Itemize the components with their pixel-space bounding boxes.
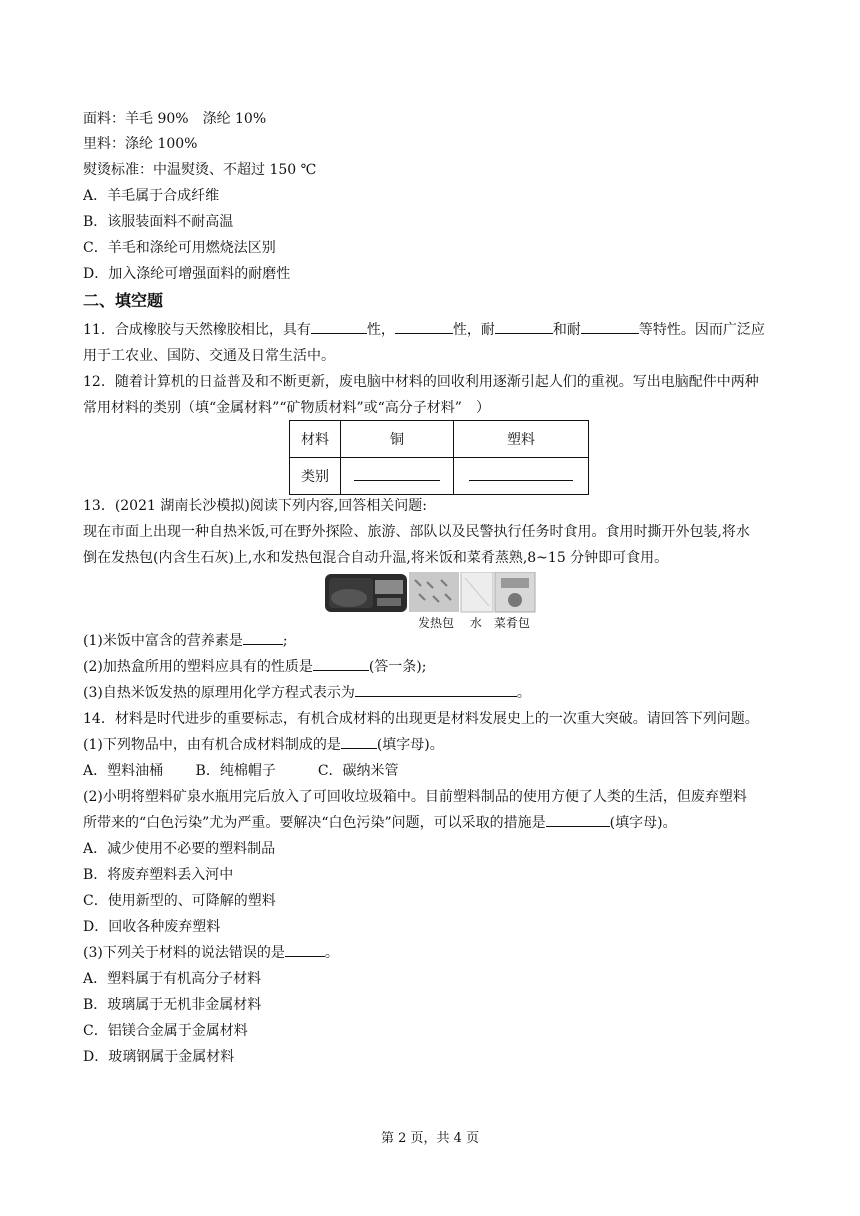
answer-cell bbox=[341, 458, 454, 495]
q14-line1: 14．材料是时代进步的重要标志，有机合成材料的出现更是材料发展史上的一次重大突破。请回答下列问题。 bbox=[83, 711, 759, 727]
section-heading: 二、填空题 bbox=[83, 291, 164, 310]
answer-blank bbox=[495, 321, 553, 334]
q13-sub1-end: ; bbox=[282, 633, 288, 649]
q14-sub1-end: (填字母)。 bbox=[376, 737, 444, 753]
answer-blank bbox=[354, 468, 440, 481]
answer-blank bbox=[546, 814, 610, 827]
q14-sub3-option-c: C．铝镁合金属于金属材料 bbox=[83, 1023, 248, 1039]
q14-sub2-option-c: C．使用新型的、可降解的塑料 bbox=[83, 893, 276, 909]
self-heating-rice-photo bbox=[325, 572, 537, 616]
table-row bbox=[290, 458, 589, 495]
q11-text-4: 和耐 bbox=[552, 322, 581, 338]
q14-sub1 bbox=[83, 736, 444, 754]
q10-option-b: B．该服装面料不耐高温 bbox=[83, 214, 234, 230]
q13-line3: 倒在发热包(内含生石灰)上,水和发热包混合自动升温,将米饭和菜肴蒸熟,8~15 分钟即可食用。 bbox=[83, 550, 669, 566]
q14-sub3-option-d: D．玻璃钢属于金属材料 bbox=[83, 1049, 235, 1065]
q13-sub2 bbox=[83, 658, 426, 676]
q10-fabric-line: 面料：羊毛 90% 涤纶 10% bbox=[83, 111, 267, 127]
answer-blank bbox=[311, 321, 367, 334]
q11-text-1: 11．合成橡胶与天然橡胶相比，具有 bbox=[83, 322, 311, 338]
q14-sub3-option-a: A．塑料属于有机高分子材料 bbox=[83, 971, 262, 987]
answer-blank bbox=[469, 468, 573, 481]
page-footer: 第 2 页，共 4 页 bbox=[380, 1131, 480, 1146]
answer-blank bbox=[285, 944, 325, 957]
q13-line1: 13．(2021 湖南长沙模拟)阅读下列内容,回答相关问题: bbox=[83, 498, 427, 514]
materials-table bbox=[289, 420, 589, 495]
q14-sub3-end: 。 bbox=[324, 945, 339, 961]
q12-line1: 12．随着计算机的日益普及和不断更新，废电脑中材料的回收利用逐渐引起人们的重视。写出电脑配件中两种 bbox=[83, 374, 759, 390]
answer-blank bbox=[581, 321, 639, 334]
table-cell: 铜 bbox=[341, 421, 454, 458]
q13-sub3-text: (3)自热米饭发热的原理用化学方程式表示为 bbox=[83, 685, 355, 701]
q10-option-a: A．羊毛属于合成纤维 bbox=[83, 188, 220, 204]
q14-sub2-option-d: D．回收各种废弃塑料 bbox=[83, 919, 221, 935]
q14-sub1-text: (1)下列物品中，由有机合成材料制成的是 bbox=[83, 737, 341, 753]
q12-line2: 常用材料的类别（填“金属材料”“矿物质材料”或“高分子材料” ） bbox=[83, 400, 490, 416]
table-cell: 塑料 bbox=[454, 421, 589, 458]
q14-sub2-text: 所带来的“白色污染”尤为严重。要解决“白色污染”问题，可以采取的措施是 bbox=[83, 815, 546, 831]
q13-sub3 bbox=[83, 684, 531, 702]
q14-sub3 bbox=[83, 944, 339, 962]
answer-cell bbox=[454, 458, 589, 495]
photo-captions: 发热包 水 菜肴包 bbox=[418, 616, 530, 630]
q11-text-5: 等特性。因而广泛应 bbox=[638, 322, 765, 338]
q14-sub3-option-b: B．玻璃属于无机非金属材料 bbox=[83, 997, 262, 1013]
q14-sub3-text: (3)下列关于材料的说法错误的是 bbox=[83, 945, 285, 961]
answer-blank bbox=[341, 736, 377, 749]
table-cell: 材料 bbox=[290, 421, 341, 458]
q13-sub3-end: 。 bbox=[516, 685, 531, 701]
q10-option-c: C．羊毛和涤纶可用燃烧法区别 bbox=[83, 240, 276, 256]
q11-text-2: 性， bbox=[366, 322, 395, 338]
q14-sub2-line1: (2)小明将塑料矿泉水瓶用完后放入了可回收垃圾箱中。目前塑料制品的使用方便了人类的生活，但废弃塑料 bbox=[83, 789, 747, 805]
q10-lining-line: 里料：涤纶 100% bbox=[83, 136, 198, 152]
q11-line2: 用于工农业、国防、交通及日常生活中。 bbox=[83, 348, 335, 364]
q13-sub2-text: (2)加热盒所用的塑料应具有的性质是 bbox=[83, 659, 313, 675]
answer-blank bbox=[355, 684, 517, 697]
q14-sub2-option-b: B．将废弃塑料丢入河中 bbox=[83, 867, 234, 883]
answer-blank bbox=[395, 321, 453, 334]
answer-blank bbox=[243, 632, 283, 645]
q13-sub1-text: (1)米饭中富含的营养素是 bbox=[83, 633, 243, 649]
q10-ironing-line: 熨烫标准：中温熨烫、不超过 150 ℃ bbox=[83, 162, 317, 178]
q10-option-d: D．加入涤纶可增强面料的耐磨性 bbox=[83, 266, 291, 282]
answer-blank bbox=[313, 658, 369, 671]
q14-sub1-options: A．塑料油桶 B．纯棉帽子 C．碳纳米管 bbox=[83, 763, 399, 779]
q13-line2: 现在市面上出现一种自热米饭,可在野外探险、旅游、部队以及民警执行任务时食用。食用时撕开外包装,将水 bbox=[83, 524, 750, 540]
q14-sub2-line2 bbox=[83, 814, 677, 832]
q13-sub2-end: (答一条); bbox=[368, 659, 427, 675]
q11-line1 bbox=[83, 321, 765, 339]
table-row bbox=[290, 421, 589, 458]
q13-sub1 bbox=[83, 632, 288, 650]
q14-sub2-option-a: A．减少使用不必要的塑料制品 bbox=[83, 841, 276, 857]
q14-sub2-end: (填字母)。 bbox=[609, 815, 677, 831]
table-cell: 类别 bbox=[290, 458, 341, 495]
q11-text-3: 性，耐 bbox=[452, 322, 495, 338]
